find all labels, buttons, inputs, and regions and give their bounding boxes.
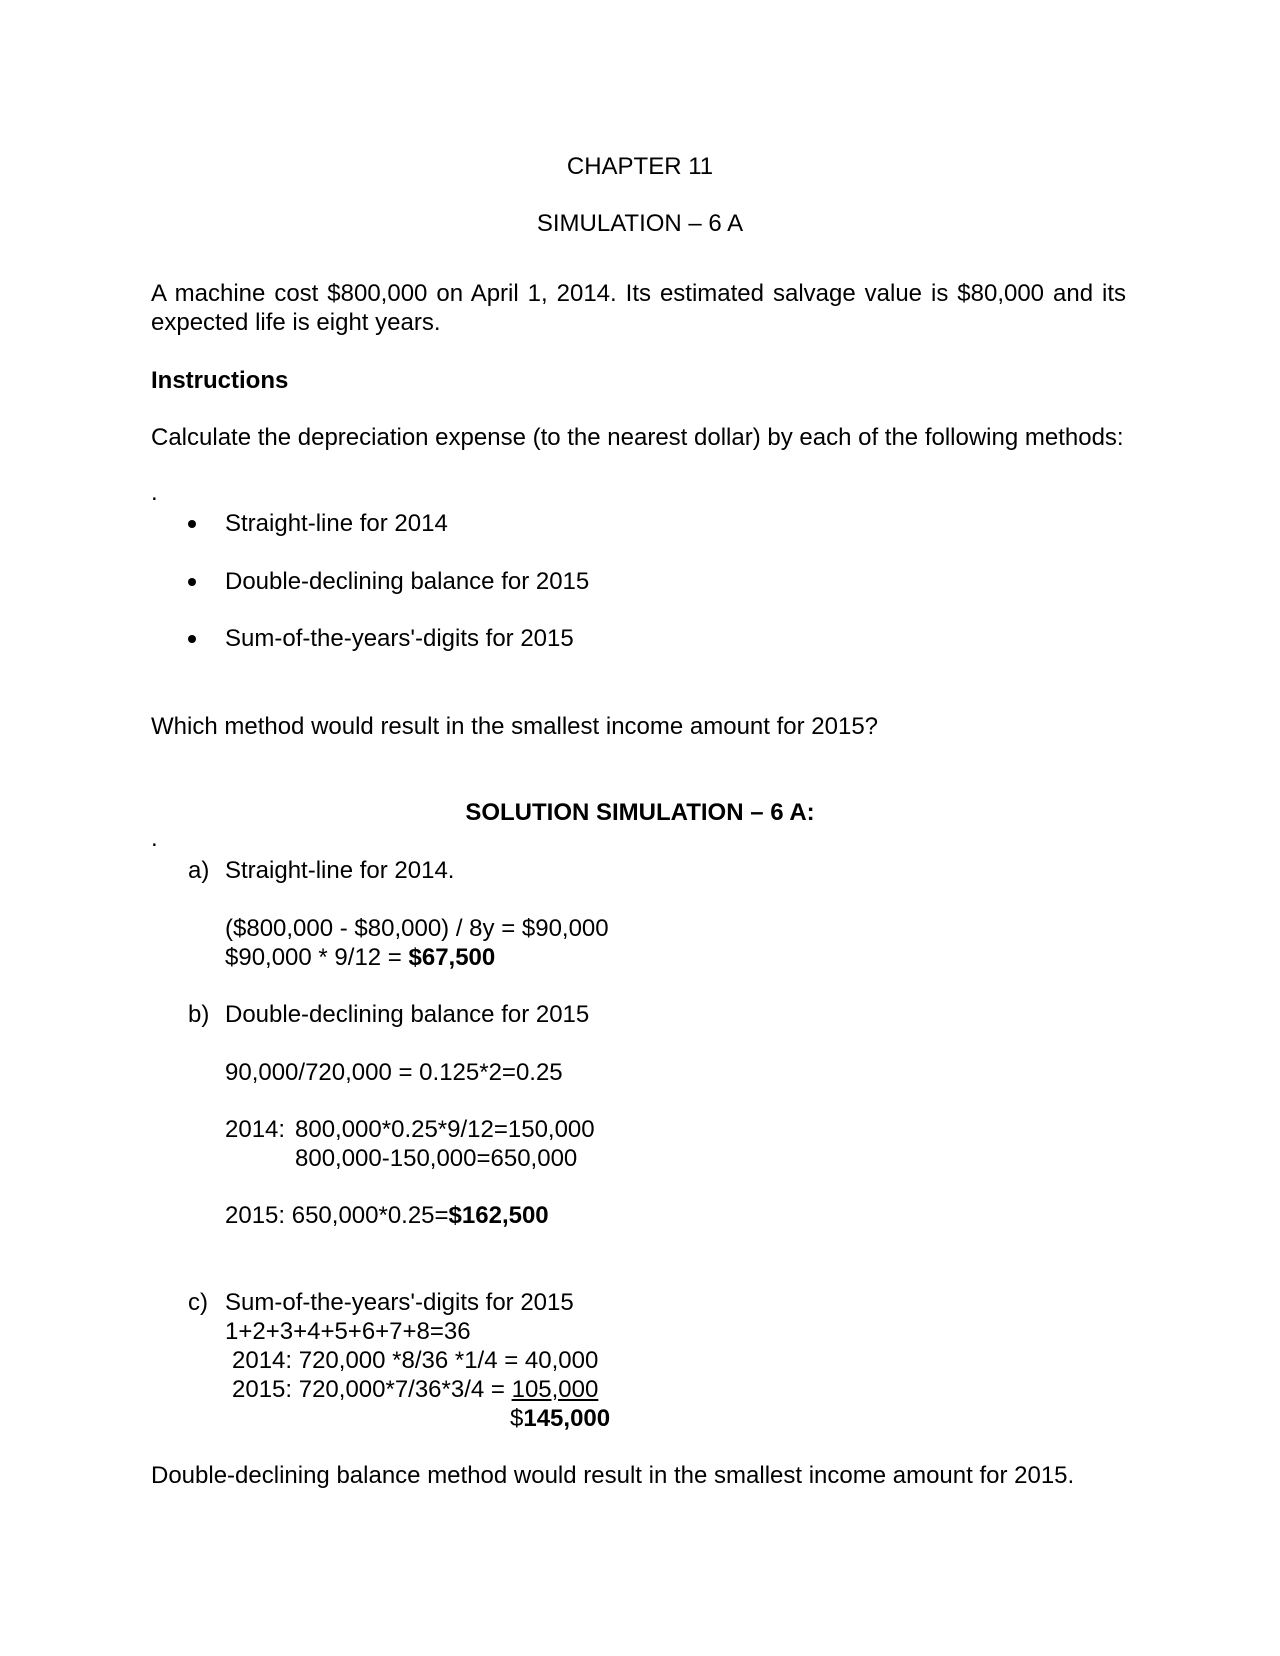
- intro-paragraph: A machine cost $800,000 on April 1, 2014. Its estimated salvage value is $80,000 and its expected life is eight years.: [151, 280, 1126, 336]
- solution-b-2015-prefix: 2015: 650,000*0.25=: [225, 1202, 449, 1229]
- solution-heading: SOLUTION SIMULATION – 6 A:: [465, 799, 815, 826]
- solution-c-title: Sum-of-the-years'-digits for 2015: [225, 1289, 574, 1316]
- solution-c-total-value: 145,000: [523, 1405, 611, 1432]
- solution-b-title: Double-declining balance for 2015: [225, 1001, 590, 1028]
- solution-c-digits: 1+2+3+4+5+6+7+8=36: [225, 1318, 471, 1345]
- solution-c-2015-prefix: 2015: 720,000*7/36*3/4 =: [232, 1376, 512, 1403]
- solution-b-result: $162,500: [448, 1202, 549, 1229]
- solution-b-2014-label: 2014:: [225, 1116, 286, 1143]
- solution-a-line2: [225, 943, 495, 972]
- solution-a-result: $67,500: [408, 944, 496, 971]
- solution-b-rate: 90,000/720,000 = 0.125*2=0.25: [225, 1059, 563, 1086]
- solution-c-marker: c): [188, 1289, 208, 1316]
- solution-a-line2-prefix: $90,000 * 9/12 =: [225, 944, 409, 971]
- instructions-paragraph: Calculate the depreciation expense (to the nearest dollar) by each of the following methods:: [151, 424, 1124, 451]
- solution-b-2015: [225, 1201, 549, 1230]
- chapter-title: CHAPTER 11: [566, 153, 714, 180]
- simulation-title: SIMULATION – 6 A: [536, 210, 744, 237]
- stray-dot: .: [151, 825, 158, 852]
- method-item: Sum-of-the-years'-digits for 2015: [225, 625, 574, 652]
- bullet-icon: [188, 520, 196, 528]
- stray-dot: .: [151, 479, 158, 506]
- bullet-icon: [188, 578, 196, 586]
- method-item: Double-declining balance for 2015: [225, 568, 590, 595]
- bullet-icon: [188, 635, 196, 643]
- method-item: Straight-line for 2014: [225, 510, 448, 537]
- instructions-heading: Instructions: [151, 367, 289, 394]
- solution-c-total-dollar: $: [510, 1405, 524, 1432]
- solution-b-2014-calc: 800,000*0.25*9/12=150,000: [295, 1116, 595, 1143]
- conclusion: Double-declining balance method would result in the smallest income amount for 2015.: [151, 1462, 1075, 1489]
- solution-b-marker: b): [188, 1001, 210, 1028]
- solution-c-total: [510, 1404, 610, 1433]
- question: Which method would result in the smallest income amount for 2015?: [151, 713, 879, 740]
- solution-c-2015-value: 105,000: [511, 1376, 599, 1403]
- solution-b-2014-remaining: 800,000-150,000=650,000: [295, 1145, 578, 1172]
- solution-a-line1: ($800,000 - $80,000) / 8y = $90,000: [225, 915, 609, 942]
- solution-c-2014: 2014: 720,000 *8/36 *1/4 = 40,000: [232, 1347, 599, 1374]
- solution-a-marker: a): [188, 857, 210, 884]
- solution-c-2015: [232, 1375, 598, 1404]
- solution-a-title: Straight-line for 2014.: [225, 857, 455, 884]
